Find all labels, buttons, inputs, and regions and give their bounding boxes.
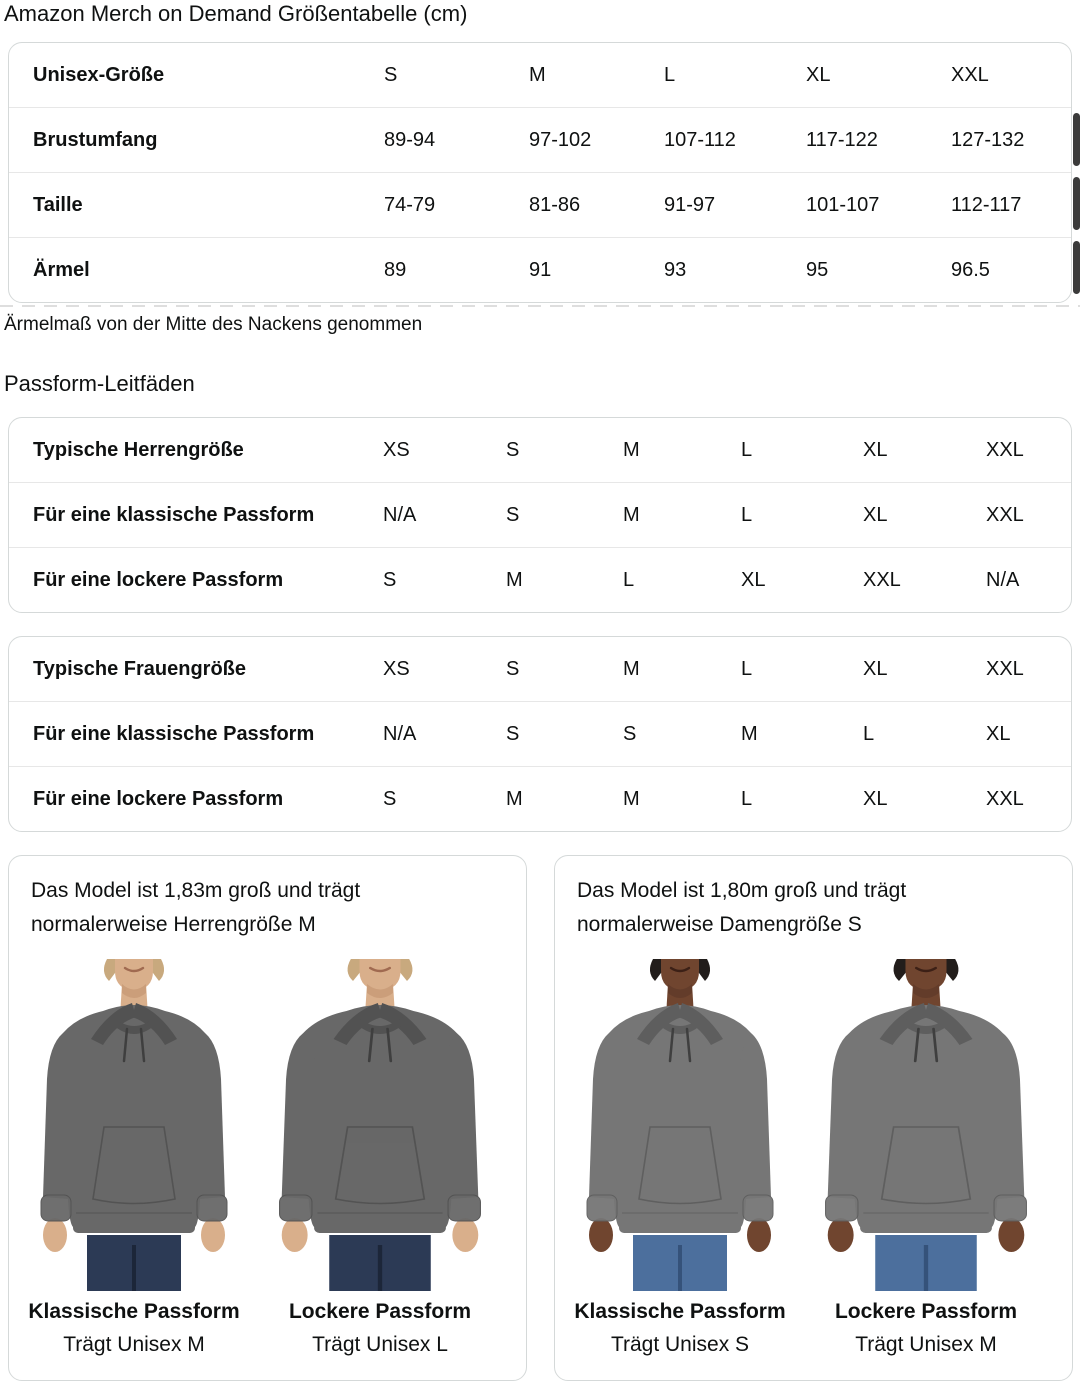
size-value: 97-102 bbox=[529, 128, 592, 151]
size-value: L bbox=[863, 722, 875, 745]
mens-fit-table bbox=[8, 417, 1072, 613]
size-value: XS bbox=[383, 438, 410, 461]
unisex-size-table bbox=[8, 42, 1072, 303]
womens-fit-table bbox=[8, 636, 1072, 832]
model-photo-loose-fit bbox=[807, 959, 1045, 1293]
male-model-illustration bbox=[267, 959, 494, 1291]
row-scrollbar-thumb[interactable] bbox=[1073, 241, 1080, 294]
size-value: XL bbox=[863, 657, 888, 680]
size-value: M bbox=[529, 63, 546, 86]
size-value: L bbox=[741, 503, 753, 526]
size-value: N/A bbox=[383, 722, 417, 745]
table-row bbox=[9, 418, 1071, 483]
size-label: Trägt Unisex L bbox=[312, 1333, 448, 1356]
size-value: S bbox=[623, 722, 637, 745]
model-photo-classic-fit bbox=[15, 959, 253, 1293]
size-value: 127-132 bbox=[951, 128, 1025, 151]
fit-label: Lockere Passform bbox=[288, 1300, 472, 1323]
size-value: M bbox=[623, 657, 640, 680]
model-description: Das Model ist 1,83m groß und trägt normalerweise Herrengröße M bbox=[31, 879, 361, 936]
fit-label: Klassische Passform bbox=[28, 1300, 240, 1323]
row-scrollbar-thumb[interactable] bbox=[1073, 113, 1080, 166]
size-value: 107-112 bbox=[664, 128, 736, 151]
size-value: S bbox=[383, 787, 397, 810]
table-row bbox=[9, 238, 1071, 302]
size-value: L bbox=[741, 438, 753, 461]
size-value: L bbox=[623, 568, 635, 591]
page-title: Amazon Merch on Demand Größentabelle (cm) bbox=[4, 1, 468, 26]
photo-caption bbox=[15, 1296, 253, 1362]
size-value: S bbox=[506, 657, 520, 680]
table-row bbox=[9, 767, 1071, 831]
model-description: Das Model ist 1,80m groß und trägt normalerweise Damengröße S bbox=[577, 879, 907, 936]
size-value: S bbox=[506, 438, 520, 461]
photo-caption bbox=[807, 1296, 1045, 1362]
size-value: XL bbox=[986, 722, 1011, 745]
size-value: 74-79 bbox=[384, 193, 436, 216]
row-label: Für eine lockere Passform bbox=[33, 568, 284, 591]
size-value: M bbox=[506, 568, 523, 591]
row-label: Für eine klassische Passform bbox=[33, 722, 315, 745]
size-value: M bbox=[741, 722, 758, 745]
size-value: L bbox=[741, 657, 753, 680]
female-model-illustration bbox=[575, 959, 785, 1291]
size-value: 101-107 bbox=[806, 193, 880, 216]
size-label: Trägt Unisex S bbox=[610, 1333, 750, 1356]
size-value: M bbox=[623, 787, 640, 810]
size-value: S bbox=[384, 63, 398, 86]
size-value: S bbox=[506, 722, 520, 745]
size-value: M bbox=[623, 438, 640, 461]
size-value: 81-86 bbox=[529, 193, 581, 216]
table-row bbox=[9, 173, 1071, 238]
row-label: Taille bbox=[33, 193, 83, 216]
size-value: XXL bbox=[986, 657, 1024, 680]
size-label: Trägt Unisex M bbox=[63, 1333, 205, 1356]
row-label: Typische Frauengröße bbox=[33, 657, 247, 680]
size-value: 96.5 bbox=[951, 258, 990, 281]
size-value: XXL bbox=[951, 63, 989, 86]
table-row bbox=[9, 637, 1071, 702]
size-value: M bbox=[623, 503, 640, 526]
size-value: XL bbox=[806, 63, 831, 86]
size-value: L bbox=[741, 787, 753, 810]
row-label: Typische Herrengröße bbox=[33, 438, 244, 461]
model-photo-loose-fit bbox=[261, 959, 499, 1293]
model-card-men bbox=[8, 855, 527, 1381]
photo-caption bbox=[261, 1296, 499, 1362]
size-value: XL bbox=[863, 787, 888, 810]
table-row bbox=[9, 548, 1071, 612]
size-value: 89-94 bbox=[384, 128, 436, 151]
model-photo-classic-fit bbox=[561, 959, 799, 1293]
size-value: XS bbox=[383, 657, 410, 680]
fit-label: Klassische Passform bbox=[574, 1300, 786, 1323]
dashed-divider bbox=[0, 305, 1080, 307]
size-value: N/A bbox=[986, 568, 1020, 591]
size-value: S bbox=[506, 503, 520, 526]
size-value: 112-117 bbox=[951, 193, 1022, 216]
fit-label: Lockere Passform bbox=[834, 1300, 1018, 1323]
male-model-illustration bbox=[29, 959, 239, 1291]
size-value: 91 bbox=[529, 258, 552, 281]
size-value: XXL bbox=[986, 787, 1024, 810]
size-value: XXL bbox=[863, 568, 901, 591]
table-row bbox=[9, 108, 1071, 173]
size-value: 93 bbox=[664, 258, 687, 281]
row-label: Unisex-Größe bbox=[33, 63, 165, 86]
row-label: Für eine lockere Passform bbox=[33, 787, 284, 810]
size-value: N/A bbox=[383, 503, 417, 526]
table-row bbox=[9, 483, 1071, 548]
size-value: 117-122 bbox=[806, 128, 878, 151]
row-label: Brustumfang bbox=[33, 128, 158, 151]
table-row bbox=[9, 43, 1071, 108]
size-value: XL bbox=[863, 438, 888, 461]
photo-caption bbox=[561, 1296, 799, 1362]
model-card-women bbox=[554, 855, 1073, 1381]
size-value: M bbox=[506, 787, 523, 810]
fit-guides-heading: Passform-Leitfäden bbox=[4, 371, 195, 396]
row-scrollbar-thumb[interactable] bbox=[1073, 177, 1080, 230]
size-value: 89 bbox=[384, 258, 407, 281]
size-value: 91-97 bbox=[664, 193, 716, 216]
table-row bbox=[9, 702, 1071, 767]
size-value: XXL bbox=[986, 503, 1024, 526]
size-value: S bbox=[383, 568, 397, 591]
row-label: Ärmel bbox=[33, 258, 90, 281]
size-value: XL bbox=[863, 503, 888, 526]
size-value: 95 bbox=[806, 258, 829, 281]
row-label: Für eine klassische Passform bbox=[33, 503, 315, 526]
size-value: XXL bbox=[986, 438, 1024, 461]
size-value: L bbox=[664, 63, 676, 86]
size-value: XL bbox=[741, 568, 766, 591]
female-model-illustration bbox=[813, 959, 1040, 1291]
size-label: Trägt Unisex M bbox=[855, 1333, 997, 1356]
sleeve-footnote: Ärmelmaß von der Mitte des Nackens genommen bbox=[4, 314, 423, 335]
